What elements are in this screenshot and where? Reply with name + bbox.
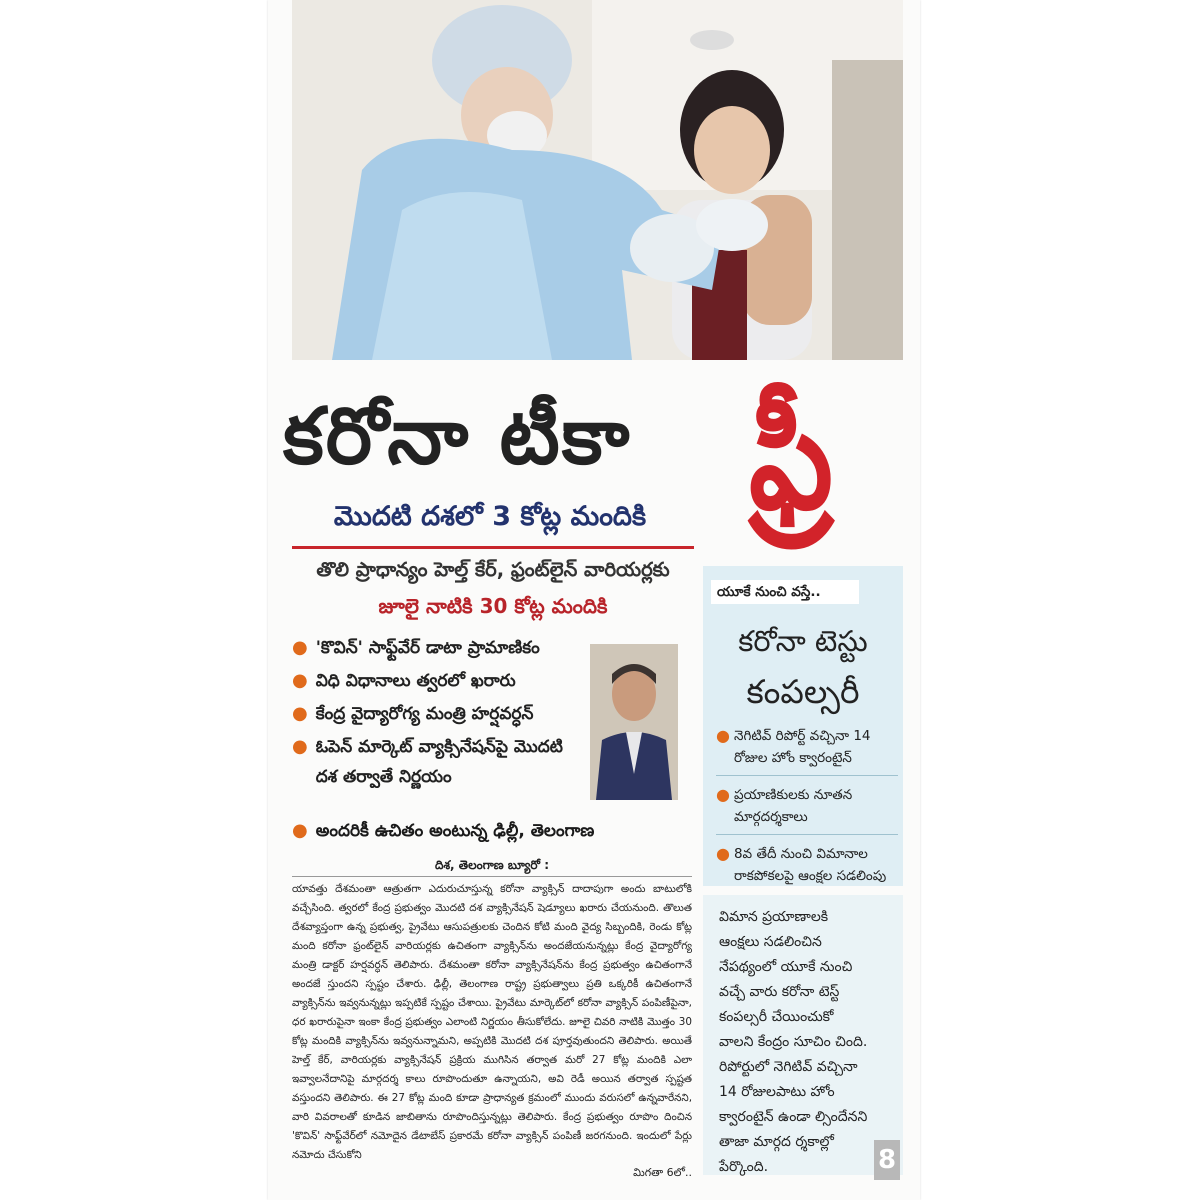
bullet-dot-icon: ● [716, 726, 730, 745]
free-word-text: ఫ్రీ [749, 374, 833, 541]
headline-subhead: మొదటి దశలో 3 కోట్ల మందికి [333, 501, 647, 532]
bullet-dot-icon: ● [716, 785, 730, 804]
key-points-list [292, 633, 582, 795]
page-number: 8 [874, 1140, 900, 1180]
headline-main: కరోనా టీకా [283, 391, 632, 482]
minister-portrait [590, 644, 678, 800]
sidebar-point: ● 8వ తేదీ నుంచి విమానాల రాకపోకలపై ఆంక్షల సడలింపు [716, 843, 898, 893]
july-line: జూలై నాటికి 30 కోట్ల మందికి [378, 594, 608, 618]
bullet-dot-icon: ● [292, 736, 308, 757]
key-point: ● విధి విధానాలు త్వరలో ఖరారు [292, 666, 582, 696]
bullet-dot-icon: ● [292, 820, 308, 841]
vaccination-photo [292, 0, 903, 360]
byline: దిశ, తెలంగాణ బ్యూరో : [434, 858, 549, 872]
sidebar-point: ● నెగిటివ్ రిపోర్ట్ వచ్చినా 14 రోజుల హోం క్వారంటైన్ [716, 725, 898, 776]
headline-free-word [687, 372, 895, 544]
sidebar-title-line1: కరోనా టెస్టు [738, 624, 868, 658]
sidebar-body-text: విమాన ప్రయాణాలకి ఆంక్షలు సడలించిన నేపథ్యంలో యూకే నుంచి వచ్చే వారు కరోనా టెస్ట్ కంపల్సరీ చేయించుకో వాలని కేంద్రం సూచిం చింది. రిపోర్టులో నెగిటివ్ వచ్చినా 14 రోజులపాటు హోం క్వారంటైన్ ఉండా ల్సిందేనని తాజా మార్గద ర్శకాల్లో పేర్కొంది. [719, 909, 868, 1175]
key-point-wide: ● అందరికీ ఉచితం అంటున్న ఢిల్లీ, తెలంగాణ [292, 816, 692, 846]
divider [292, 546, 694, 549]
bullet-dot-icon: ● [292, 703, 308, 724]
sidebar-point: ● ప్రయాణికులకు నూతన మార్గదర్శకాలు [716, 784, 898, 835]
article-body: యావత్తు దేశమంతా ఆత్రుతగా ఎదురుచూస్తున్న కరోనా వ్యాక్సిన్ దాదాపుగా అందు బాటులోకి వచ్చేసింది. త్వరలో కేంద్ర ప్రభుత్వం మొదటి దశ వ్యాక్సినేషన్ షెడ్యూలు ఖరారు చేయనుంది. తొలుత దేశవ్యాప్తంగా ఉన్న ప్రభుత్వ, ప్రైవేటు ఆసుపత్రులకు చెందిన కోటి మంది వైద్య సిబ్బందికి, రెండు కోట్ల మంది కరోనా ఫ్రంట్‌లైన్ వారియర్లకు ఉచితంగా వ్యాక్సిన్‌ను అందజేయనున్నట్లు కేంద్ర వైద్యారోగ్య మంత్రి డాక్టర్ హర్షవర్ధన్ తెలిపారు. దేశమంతా కరోనా వ్యాక్సినేషన్‌ను కేంద్ర ప్రభుత్వం ఉచితంగానే అందజే స్తుందని స్పష్టం చేశారు. ఢిల్లీ, తెలంగాణ రాష్ట్ర ప్రభుత్వాలు ప్రతి ఒక్కరికీ ఉచితంగానే వ్యాక్సిన్‌ను ఇవ్వనున్నట్లు ఇప్పటికే స్పష్టం చేశాయి. ప్రైవేటు మార్కెట్‌లో కరోనా వ్యాక్సిన్ పంపిణీపైనా, ధర ఖరారుపైనా ఇంకా కేంద్ర ప్రభుత్వం ఎలాంటి నిర్ణయం తీసుకోలేదు. జూలై చివరి నాటికి మొత్తం 30 కోట్ల మందికి వ్యాక్సిన్‌ను ఇవ్వనున్నామని, అప్పటికి మొదటి దశ పూర్తవుతుందని తెలిపారు. అయితే హెల్త్ కేర్, వారియర్లకు వ్యాక్సినేషన్ ప్రక్రియ ముగిసిన తర్వాత మరో 27 కోట్ల మందికి ఎలా ఇవ్వాలనేదానిపై మార్గదర్శ కాలు రూపొందుతూ ఉన్నాయని, అవి రెడీ అయిన తర్వాత స్పష్టత వస్తుందని తెలిపారు. ఈ 27 కోట్ల మంది కూడా ప్రాధాన్యత క్రమంలో ముందు వరుసలో ఉన్నవారేనని, వారి వివరాలతో కూడిన జాబితాను రూపొందిస్తున్నట్లు తెలిపారు. కేంద్ర ప్రభుత్వం రూపొం దించిన 'కొవిన్' సాఫ్ట్‌వేర్‌లో నమోదైన డేటాబేస్ ప్రకారమే కరోనా వ్యాక్సిన్ పంపిణీ జరగనుంది. ఇందులో పేర్లు నమోదు చేసుకోని [292, 883, 692, 1161]
divider [292, 876, 692, 877]
bullet-dot-icon: ● [716, 844, 730, 863]
sidebar-tag: యూకే నుంచి వస్తే.. [711, 580, 859, 604]
bullet-dot-icon: ● [292, 670, 308, 691]
key-point: ● 'కొవిన్' సాఫ్ట్‌వేర్ డాటా ప్రామాణికం [292, 633, 582, 663]
key-point: ● ఓపెన్ మార్కెట్ వ్యాక్సినేషన్‌పై మొదటి దశ తర్వాతే నిర్ణయం [292, 732, 582, 792]
priority-line: తొలి ప్రాధాన్యం హెల్త్ కేర్, ఫ్రంట్‌లైన్ వారియర్లకు [316, 558, 670, 581]
bullet-dot-icon: ● [292, 637, 308, 658]
key-point: ● కేంద్ర వైద్యారోగ్య మంత్రి హర్షవర్ధన్ [292, 699, 582, 729]
sidebar-title-line2: కంపల్సరీ [746, 672, 860, 711]
sidebar-points [716, 725, 898, 901]
continued-link[interactable]: మిగతా 6లో.. [633, 1166, 692, 1179]
